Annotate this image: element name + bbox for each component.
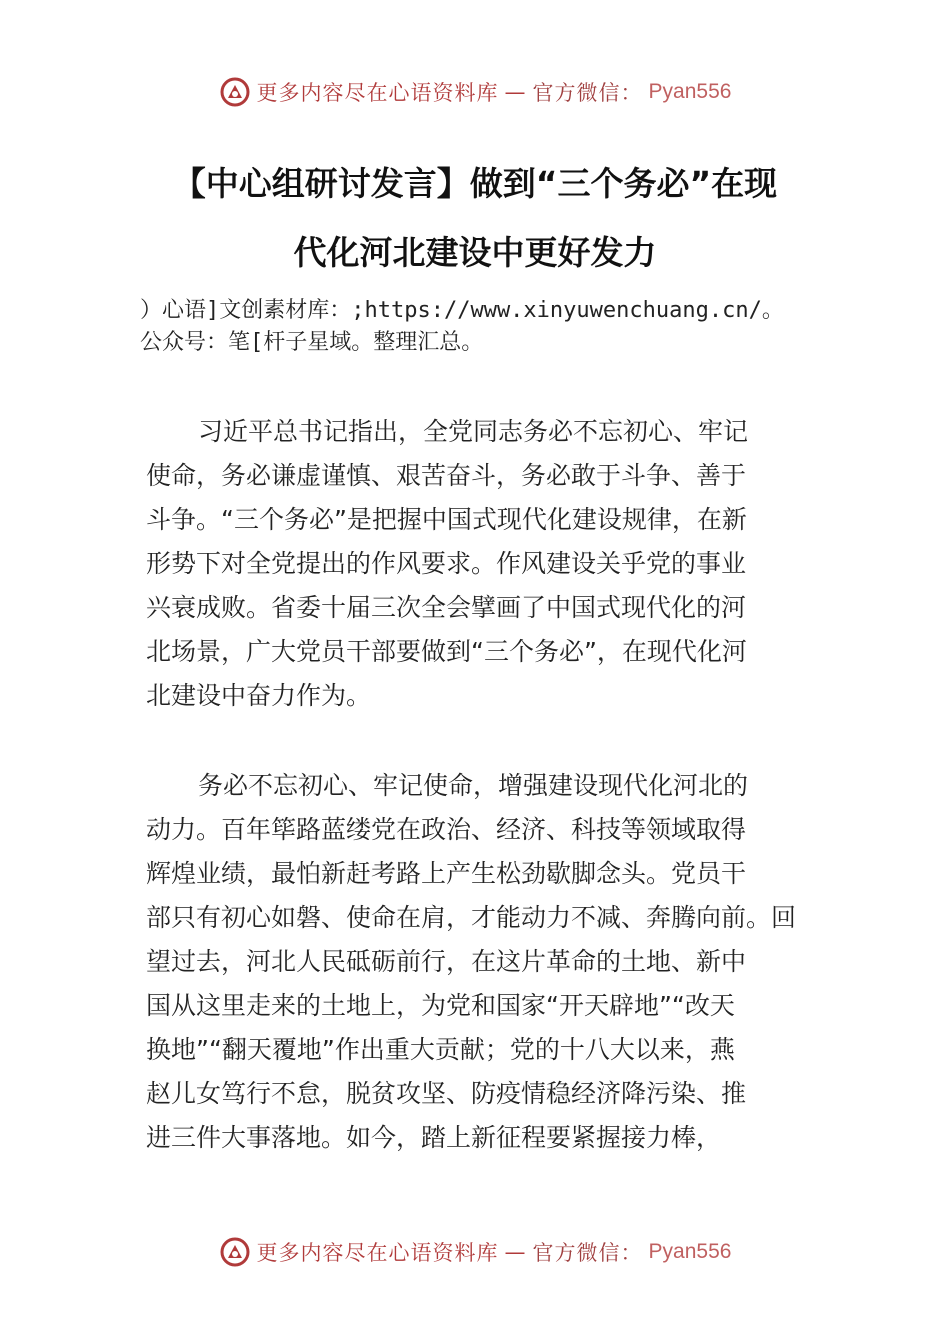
document-title-line-1: 【中心组研讨发言】做到“三个务必”在现 (172, 164, 778, 203)
paragraph-line: 动力。百年筚路蓝缕党在政治、经济、科技等领域取得 (146, 815, 747, 844)
footer-wechat-label: 官方微信： (532, 1241, 643, 1265)
header-banner-text: 更多内容尽在心语资料库 (256, 81, 499, 105)
paragraph-line: 务必不忘初心、牢记使命，增强建设现代化河北的 (198, 771, 749, 800)
source-note-line-1: ）心语]文创素材库：;https://www.xinyuwenchuang.cn/。 (140, 298, 784, 323)
paragraph-2 (146, 764, 826, 1160)
brand-logo-icon (219, 76, 251, 108)
paragraph-line: 望过去，河北人民砥砺前行，在这片革命的土地、新中 (146, 947, 747, 976)
header-banner-dash: — (504, 80, 527, 104)
header-banner (0, 72, 950, 112)
document-title-line-2: 代化河北建设中更好发力 (293, 233, 657, 272)
paragraph-line: 部只有初心如磐、使命在肩，才能动力不减、奔腾向前。回 (146, 903, 797, 932)
header-wechat-label: 官方微信： (532, 81, 643, 105)
footer-banner-dash: — (504, 1240, 527, 1264)
paragraph-line: 北建设中奋力作为。 (146, 681, 372, 710)
paragraph-line: 进三件大事落地。如今，踏上新征程要紧握接力棒， (146, 1123, 722, 1152)
paragraph-1 (146, 410, 826, 718)
header-wechat-id: Pyan556 (648, 80, 732, 103)
paragraph-line: 北场景，广大党员干部要做到“三个务必”，在现代化河 (146, 637, 747, 666)
source-note-line-2: 公众号：笔[杆子星域。整理汇总。 (140, 330, 484, 355)
paragraph-line: 换地”“翻天覆地”作出重大贡献；党的十八大以来，燕 (146, 1035, 735, 1064)
footer-banner-text: 更多内容尽在心语资料库 (256, 1241, 499, 1265)
paragraph-line: 国从这里走来的土地上，为党和国家“开天辟地”“改天 (146, 991, 735, 1020)
footer-wechat-id: Pyan556 (648, 1240, 732, 1263)
paragraph-line: 赵儿女笃行不怠，脱贫攻坚、防疫情稳经济降污染、推 (146, 1079, 747, 1108)
paragraph-line: 形势下对全党提出的作风要求。作风建设关乎党的事业 (146, 549, 747, 578)
paragraph-line: 兴衰成败。省委十届三次全会擘画了中国式现代化的河 (146, 593, 747, 622)
paragraph-line: 斗争。“三个务必”是把握中国式现代化建设规律，在新 (146, 505, 747, 534)
footer-banner (0, 1232, 950, 1272)
brand-logo-icon (219, 1236, 251, 1268)
paragraph-line: 习近平总书记指出，全党同志务必不忘初心、牢记 (198, 417, 749, 446)
paragraph-line: 辉煌业绩，最怕新赶考路上产生松劲歇脚念头。党员干 (146, 859, 747, 888)
paragraph-line: 使命，务必谦虚谨慎、艰苦奋斗，务必敢于斗争、善于 (146, 461, 747, 490)
